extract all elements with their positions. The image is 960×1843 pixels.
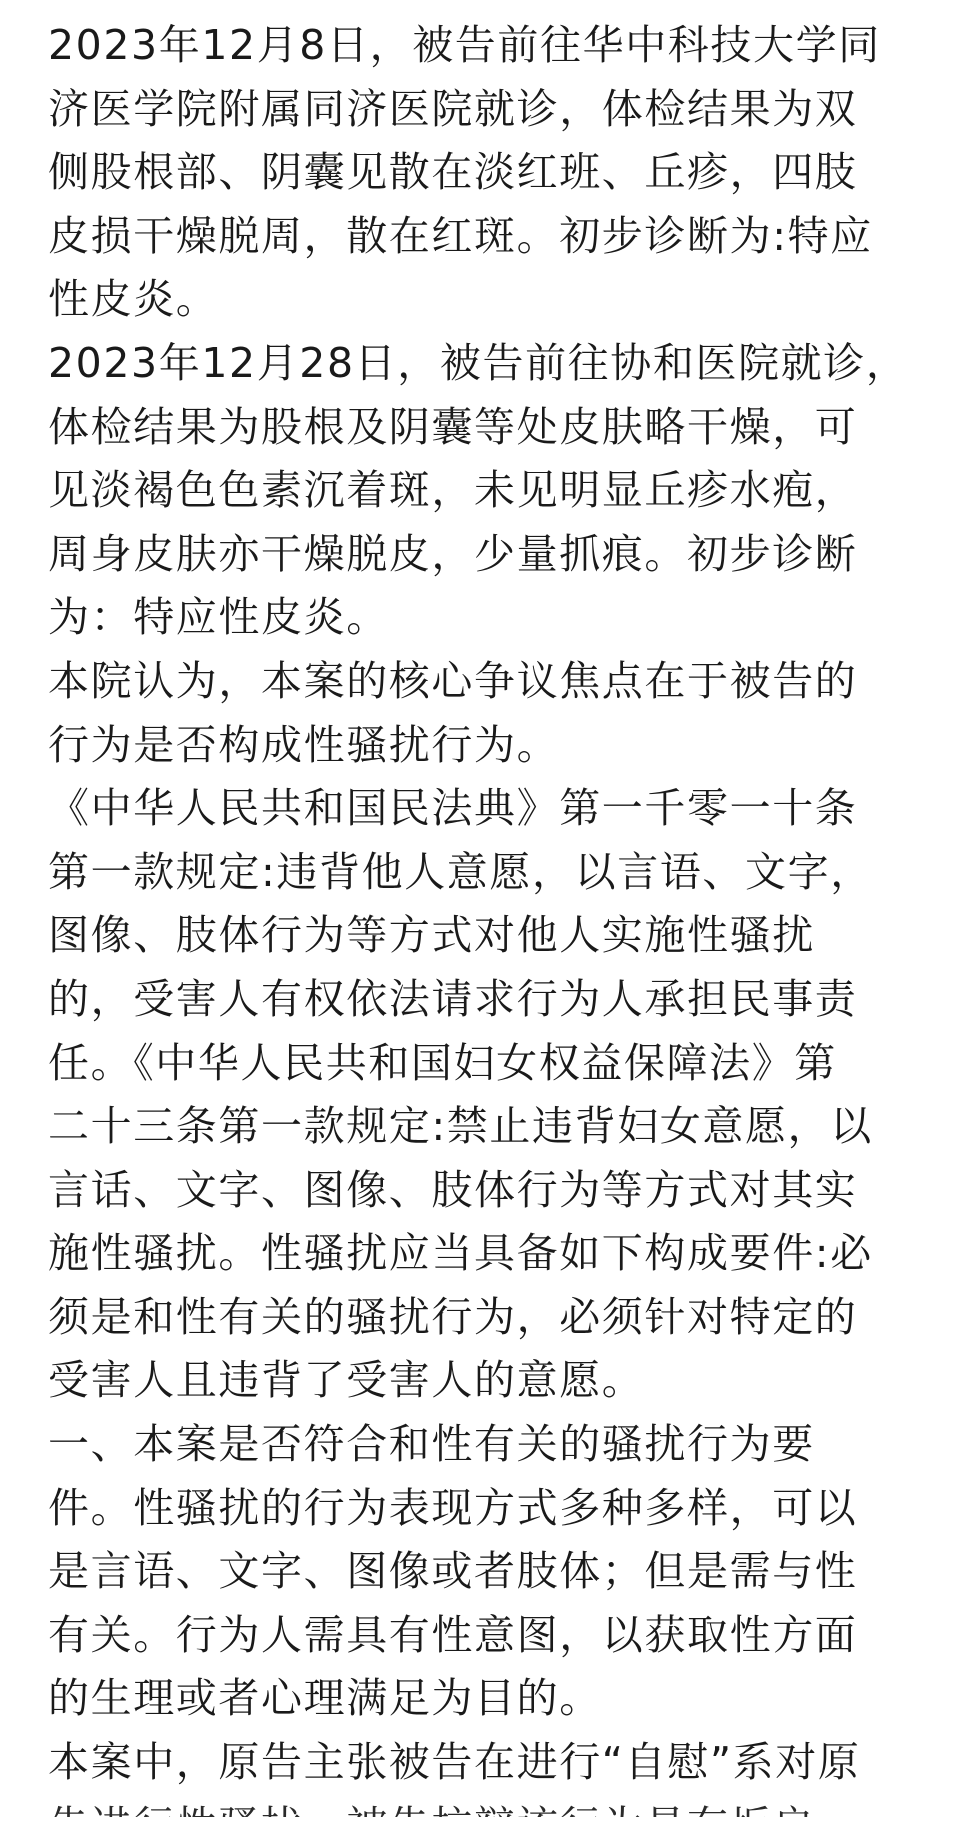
text-line: 本院认为，本案的核心争议焦点在于被告的	[48, 656, 858, 705]
text-line: 施性骚扰。性骚扰应当具备如下构成要件:必	[48, 1229, 873, 1278]
bottom-edge	[0, 1817, 960, 1843]
text-line: 言话、文字、图像、肢体行为等方式对其实	[48, 1165, 858, 1214]
top-edge	[0, 0, 960, 10]
text-line: 《中华人民共和国民法典》第一千零一十条	[48, 784, 858, 833]
text-line: 任。《中华人民共和国妇女权益保障法》第	[48, 1038, 837, 1087]
text-line: 一、本案是否符合和性有关的骚扰行为要	[48, 1420, 815, 1469]
text-line: 图像、肢体行为等方式对他人实施性骚扰	[48, 911, 815, 960]
text-line: 是言语、文字、图像或者肢体；但是需与性	[48, 1547, 858, 1596]
text-line: 件。性骚扰的行为表现方式多种多样，可以	[48, 1483, 858, 1532]
text-line: 2023年12月28日，被告前往协和医院就诊，	[48, 338, 909, 387]
text-line: 济医学院附属同济医院就诊，体检结果为双	[48, 84, 858, 133]
text-line: 为：特应性皮炎。	[48, 593, 389, 642]
text-line: 第一款规定:违背他人意愿，以言语、文字，	[48, 847, 873, 896]
text-line: 本案中，原告主张被告在进行“自慰”系对原	[48, 1738, 861, 1787]
text-line: 见淡褐色色素沉着斑，未见明显丘疹水疱，	[48, 466, 858, 515]
text-line: 体检结果为股根及阴囊等处皮肤略干燥，可	[48, 402, 858, 451]
text-line: 侧股根部、阴囊见散在淡红班、丘疹，四肢	[48, 148, 858, 197]
text-line: 二十三条第一款规定:禁止违背妇女意愿，以	[48, 1102, 873, 1151]
document-body	[48, 14, 910, 1843]
text-line: 的，受害人有权依法请求行为人承担民事责	[48, 974, 858, 1023]
text-line: 受害人且违背了受害人的意愿。	[48, 1356, 645, 1405]
text-line: 的生理或者心理满足为目的。	[48, 1674, 602, 1723]
text-line: 须是和性有关的骚扰行为，必须针对特定的	[48, 1292, 858, 1341]
text-line: 2023年12月8日，被告前往华中科技大学同	[48, 21, 881, 69]
text-line: 行为是否构成性骚扰行为。	[48, 720, 560, 769]
text-line: 皮损干燥脱周，散在红斑。初步诊断为:特应	[48, 211, 873, 260]
text-line: 性皮炎。	[48, 275, 219, 324]
text-line: 有关。行为人需具有性意图，以获取性方面	[48, 1610, 858, 1659]
text-line: 周身皮肤亦干燥脱皮，少量抓痕。初步诊断	[48, 529, 858, 578]
